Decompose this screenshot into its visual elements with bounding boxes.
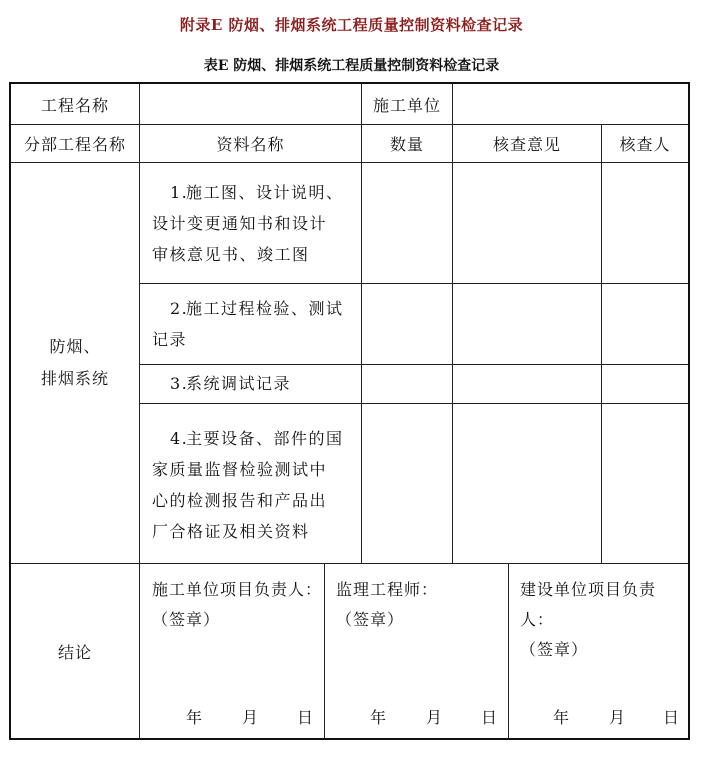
col-header-check-opinion: 核查意见	[492, 135, 561, 154]
row-divider	[139, 364, 688, 365]
col-divider	[452, 124, 453, 563]
date-year: 年	[553, 708, 570, 727]
item-text: 施工图、设计说明、	[186, 183, 344, 202]
signature-seal: （签章）	[336, 610, 405, 629]
signature-title: 监理工程师：	[336, 580, 439, 599]
item-number: 2.	[170, 299, 189, 318]
signature-title: 建设单位项目负责人：	[520, 580, 657, 629]
item-text: 审核意见书、竣工图	[152, 245, 310, 264]
contractor-value[interactable]	[453, 84, 688, 124]
date-month: 月	[426, 708, 443, 727]
item-text: 记录	[152, 330, 188, 349]
sub-project-line: 排烟系统	[40, 369, 109, 388]
appendix-title: 附录E 防烟、排烟系统工程质量控制资料检查记录	[179, 16, 524, 34]
signature-title: 施工单位项目负责人：	[152, 580, 323, 599]
signature-seal: （签章）	[152, 610, 221, 629]
conclusion-label: 结论	[57, 642, 92, 662]
date-day: 日	[663, 708, 680, 727]
document-item-3	[140, 368, 361, 399]
project-name-label: 工程名称	[40, 95, 109, 115]
date-month: 月	[609, 708, 626, 727]
row-divider	[139, 283, 688, 284]
item-text: 设计变更通知书和设计	[152, 214, 328, 233]
date-month: 月	[242, 708, 259, 727]
table-title: 表E 防烟、排烟系统工程质量控制资料检查记录	[203, 58, 500, 74]
owner-signature-block[interactable]	[520, 575, 688, 665]
item-text: 施工过程检验、测试	[186, 299, 344, 318]
document-item-1	[140, 177, 361, 270]
item-text: 家质量监督检验测试中	[152, 460, 328, 479]
contractor-signature-block[interactable]	[152, 575, 322, 635]
item-number: 4.	[170, 429, 189, 448]
col-header-quantity: 数量	[389, 135, 424, 154]
project-name-value[interactable]	[140, 84, 361, 124]
item-text: 厂合格证及相关资料	[152, 522, 310, 541]
quality-control-form	[9, 82, 690, 740]
item-text: 系统调试记录	[186, 374, 292, 393]
sub-project-label	[11, 163, 139, 563]
supervisor-signature-block[interactable]	[336, 575, 438, 635]
date-day: 日	[297, 708, 314, 727]
contractor-label: 施工单位	[372, 95, 441, 115]
col-header-document-name: 资料名称	[216, 135, 285, 154]
row-divider	[139, 403, 688, 404]
col-divider	[508, 563, 509, 738]
sub-project-line: 防烟、	[49, 337, 101, 356]
date-year: 年	[186, 708, 203, 727]
date-year: 年	[370, 708, 387, 727]
item-text: 心的检测报告和产品出	[152, 491, 328, 510]
col-header-sub-project: 分部工程名称	[23, 135, 126, 154]
document-item-4	[140, 423, 361, 547]
signature-seal: （签章）	[520, 640, 589, 659]
col-divider	[324, 563, 325, 738]
col-header-checker: 核查人	[619, 135, 671, 154]
col-divider	[601, 124, 602, 563]
item-text: 主要设备、部件的国	[186, 429, 344, 448]
document-item-2	[140, 293, 361, 355]
item-number: 3.	[170, 374, 189, 393]
date-day: 日	[481, 708, 498, 727]
item-number: 1.	[170, 183, 189, 202]
